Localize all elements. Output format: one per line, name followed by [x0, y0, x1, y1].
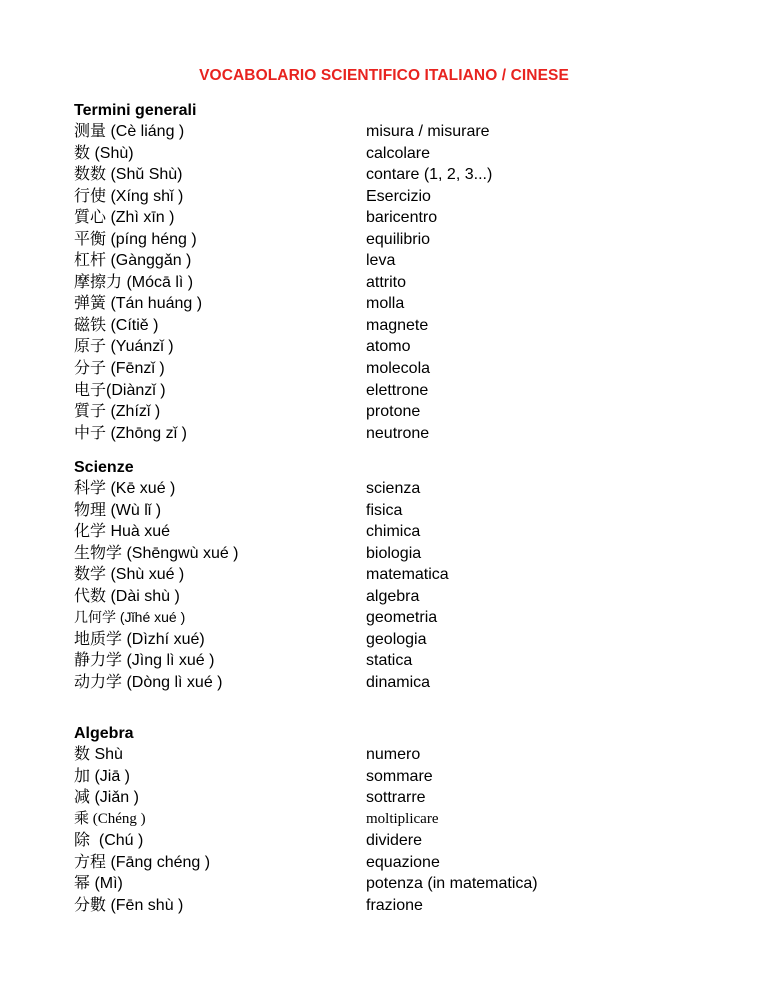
italian-translation: leva [366, 252, 396, 270]
section-heading: Termini generali [74, 102, 197, 119]
chinese-term: 加 (Jiā ) [74, 767, 131, 785]
italian-translation: Esercizio [366, 187, 431, 205]
chinese-term: 分數 (Fēn shù ) [74, 896, 184, 914]
chinese-term: 弹簧 (Tán huáng ) [74, 295, 203, 313]
chinese-term: 减 (Jiǎn ) [74, 789, 139, 807]
chinese-term: 方程 (Fāng chéng ) [74, 853, 211, 871]
chinese-term: 化学 Huà xué [74, 523, 171, 541]
italian-translation: baricentro [366, 209, 438, 227]
chinese-term: 静力学 (Jìng lì xué ) [74, 652, 215, 670]
vocabulary-row [74, 586, 694, 608]
chinese-term: 分子 (Fēnzǐ ) [74, 360, 165, 378]
italian-translation: equilibrio [366, 230, 431, 248]
italian-translation: contare (1, 2, 3...) [366, 166, 493, 184]
italian-translation: attrito [366, 273, 407, 291]
vocabulary-row [74, 423, 694, 445]
vocabulary-row [74, 766, 694, 788]
section-algebra [74, 723, 694, 916]
vocabulary-row [74, 250, 694, 272]
chinese-term: 物理 (Wù lǐ ) [74, 501, 162, 519]
chinese-term: 数 (Shù) [74, 144, 134, 162]
vocabulary-row [74, 744, 694, 766]
chinese-term: 中子 (Zhōng zǐ ) [74, 424, 187, 442]
italian-translation: molla [366, 295, 405, 313]
chinese-term: 行使 (Xíng shǐ ) [74, 187, 184, 205]
chinese-term: 生物学 (Shēngwù xué ) [74, 544, 239, 562]
chinese-term: 地质学 (Dìzhí xué) [74, 630, 205, 648]
section-termini-generali [74, 100, 694, 444]
vocabulary-row [74, 143, 694, 165]
italian-translation: geologia [366, 630, 427, 648]
italian-translation: geometria [366, 609, 438, 627]
italian-translation: potenza (in matematica) [366, 875, 538, 893]
italian-translation: algebra [366, 587, 420, 605]
chinese-term: 質心 (Zhì xīn ) [74, 209, 175, 227]
chinese-term: 杠杆 (Gànggǎn ) [74, 252, 192, 270]
italian-translation: scienza [366, 480, 421, 497]
document-title: VOCABOLARIO SCIENTIFICO ITALIANO / CINESE [199, 67, 569, 84]
vocabulary-row [74, 186, 694, 208]
chinese-term: 数学 (Shù xué ) [74, 566, 185, 584]
vocabulary-row [74, 164, 694, 186]
chinese-term: 测量 (Cè liáng ) [74, 123, 185, 140]
italian-translation: protone [366, 403, 421, 421]
vocabulary-row [74, 121, 694, 143]
italian-translation: numero [366, 746, 421, 763]
vocabulary-row [74, 830, 694, 852]
vocabulary-row [74, 315, 694, 337]
vocabulary-row [74, 629, 694, 651]
italian-translation: matematica [366, 566, 449, 584]
italian-translation: dinamica [366, 673, 431, 691]
chinese-term: 幂 (Mì) [74, 875, 123, 893]
italian-translation: statica [366, 652, 413, 670]
chinese-term: 数数 (Shǔ Shù) [74, 166, 183, 184]
chinese-term: 原子 (Yuánzǐ ) [74, 338, 174, 356]
vocabulary-row [74, 521, 694, 543]
vocabulary-row [74, 852, 694, 874]
vocabulary-row [74, 401, 694, 423]
chinese-term: 代数 (Dài shù ) [74, 587, 180, 605]
vocabulary-row [74, 895, 694, 917]
chinese-term: 除 (Chú ) [74, 832, 144, 850]
vocabulary-row [74, 336, 694, 358]
italian-translation: atomo [366, 338, 411, 356]
chinese-term: 电子(Diànzǐ ) [74, 381, 166, 399]
vocabulary-row [74, 564, 694, 586]
section-heading: Scienze [74, 459, 134, 476]
chinese-term: 动力学 (Dòng lì xué ) [74, 673, 223, 691]
vocabulary-row [74, 478, 694, 500]
vocabulary-row [74, 650, 694, 672]
chinese-term: 几何学 (Jǐhé xué ) [74, 609, 186, 626]
italian-translation: biologia [366, 544, 422, 562]
vocabulary-list [74, 478, 694, 693]
chinese-term: 摩擦力 (Mócā lì ) [74, 273, 194, 291]
vocabulary-row [74, 873, 694, 895]
chinese-term: 科学 (Kē xué ) [74, 480, 176, 497]
vocabulary-row [74, 787, 694, 809]
italian-translation: elettrone [366, 381, 429, 399]
italian-translation: fisica [366, 501, 403, 519]
chinese-term: 平衡 (píng héng ) [74, 230, 197, 248]
vocabulary-row [74, 543, 694, 565]
italian-translation: sommare [366, 767, 433, 785]
vocabulary-row [74, 672, 694, 694]
vocabulary-row [74, 293, 694, 315]
vocabulary-row [74, 500, 694, 522]
italian-translation: calcolare [366, 144, 431, 162]
chinese-term: 磁铁 (Cítiě ) [74, 316, 159, 334]
italian-translation: dividere [366, 832, 423, 850]
italian-translation: chimica [366, 523, 421, 541]
vocabulary-list [74, 744, 694, 916]
section-heading: Algebra [74, 725, 134, 742]
italian-translation: neutrone [366, 424, 430, 442]
chinese-term: 質子 (Zhízǐ ) [74, 403, 161, 421]
vocabulary-row [74, 358, 694, 380]
vocabulary-row [74, 272, 694, 294]
italian-translation: equazione [366, 853, 440, 871]
italian-translation: misura / misurare [366, 123, 490, 140]
vocabulary-row [74, 229, 694, 251]
vocabulary-row [74, 380, 694, 402]
section-scienze [74, 457, 694, 693]
italian-translation: molecola [366, 360, 431, 378]
vocabulary-row [74, 809, 694, 831]
italian-translation: sottrarre [366, 789, 426, 807]
vocabulary-row [74, 607, 694, 629]
italian-translation: moltiplicare [366, 810, 439, 827]
chinese-term: 数 Shù [74, 746, 123, 763]
chinese-term: 乘 (Chéng ) [74, 810, 146, 827]
vocabulary-row [74, 207, 694, 229]
italian-translation: magnete [366, 316, 429, 334]
vocabulary-list [74, 121, 694, 444]
italian-translation: frazione [366, 896, 423, 914]
